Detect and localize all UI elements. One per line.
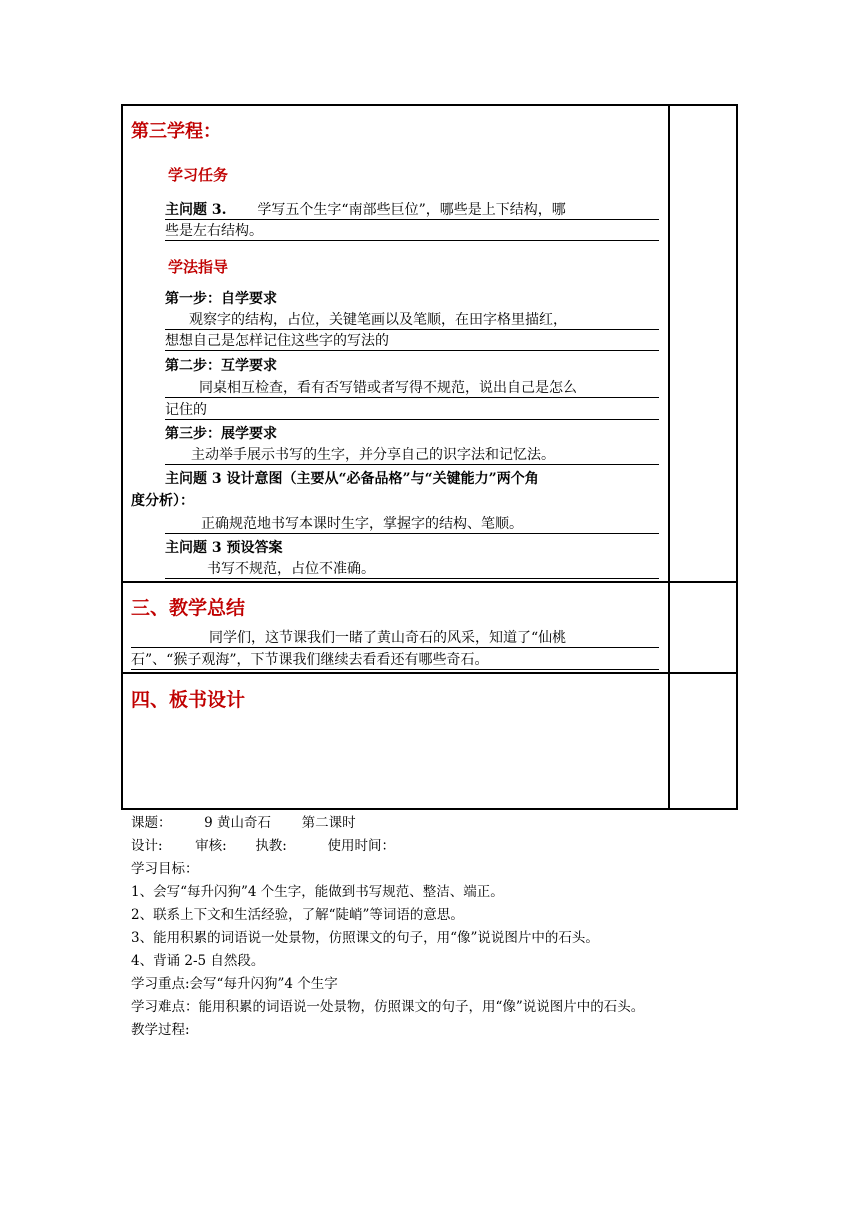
topic-label: 课题： — [131, 815, 172, 831]
question-3-line-1 — [165, 201, 659, 220]
guide-heading: 学法指导 — [168, 258, 229, 276]
question-3-text-1: 学写五个生字“南部些巨位”，哪些是上下结构，哪 — [257, 202, 566, 218]
goal-1: 1、会写“每升闪狗”4 个生字，能做到书写规范、整洁、端正。 — [131, 884, 504, 900]
difficulty: 学习难点：能用积累的词语说一处景物，仿照课文的句子，用“像”说说图片中的石头。 — [131, 999, 645, 1015]
question-3-label: 主问题 3. — [165, 202, 227, 218]
design-intent-line-1: 主问题 3 设计意图（主要从“必备品格”与“关键能力”两个角 — [165, 471, 539, 487]
step-1-label: 第一步：自学要求 — [165, 291, 277, 307]
key-point: 学习重点:会写“每升闪狗”4 个生字 — [131, 976, 338, 992]
design-intent-line-2: 度分析）： — [131, 493, 194, 509]
step-2-label: 第二步：互学要求 — [165, 358, 277, 374]
step-1-line-2: 想想自己是怎样记住这些字的写法的 — [165, 332, 659, 351]
staff-line — [131, 837, 395, 855]
row-divider-2 — [123, 672, 736, 674]
teach-label: 执教: — [255, 838, 287, 854]
question-3-line-2: 些是左右结构。 — [165, 222, 659, 241]
summary-line-1: 同学们，这节课我们一睹了黄山奇石的风采，知道了“仙桃 — [131, 629, 659, 648]
board-design-title: 四、板书设计 — [131, 689, 246, 711]
preset-answer-label: 主问题 3 预设答案 — [165, 540, 283, 556]
step-3-label: 第三步：展学要求 — [165, 426, 277, 442]
teaching-process: 教学过程: — [131, 1022, 190, 1038]
goal-2: 2、联系上下文和生活经验，了解“陡峭”等词语的意思。 — [131, 907, 464, 923]
design-intent-answer: 正确规范地书写本课时生字，掌握字的结构、笔顺。 — [165, 515, 659, 534]
goals-heading: 学习目标： — [131, 861, 199, 877]
design-label: 设计: — [131, 838, 163, 854]
period: 第二课时 — [301, 815, 356, 831]
step-2-line-2: 记住的 — [165, 401, 659, 420]
summary-line-2: 石”、“猴子观海”，下节课我们继续去看看还有哪些奇石。 — [131, 651, 659, 670]
goal-4: 4、背诵 2-5 自然段。 — [131, 953, 265, 969]
step-2-line-1: 同桌相互检查，看有否写错或者写得不规范，说出自己是怎么 — [165, 379, 659, 398]
row-divider-1 — [123, 581, 736, 583]
task-heading: 学习任务 — [168, 166, 229, 184]
time-label: 使用时间： — [327, 838, 395, 854]
step-3-line-1: 主动举手展示书写的生字，并分享自己的识字法和记忆法。 — [165, 446, 659, 465]
summary-title: 三、教学总结 — [131, 597, 246, 619]
section-title-3: 第三学程： — [131, 121, 221, 142]
step-1-line-1: 观察字的结构，占位，关键笔画以及笔顺，在田字格里描红， — [165, 311, 659, 330]
topic-line — [131, 814, 356, 832]
lesson-table — [121, 104, 738, 810]
column-divider — [668, 106, 670, 808]
preset-answer: 书写不规范，占位不准确。 — [165, 560, 659, 579]
review-label: 审核: — [195, 838, 227, 854]
topic-value: 9 黄山奇石 — [204, 815, 271, 831]
goal-3: 3、能用积累的词语说一处景物，仿照课文的句子，用“像”说说图片中的石头。 — [131, 930, 599, 946]
